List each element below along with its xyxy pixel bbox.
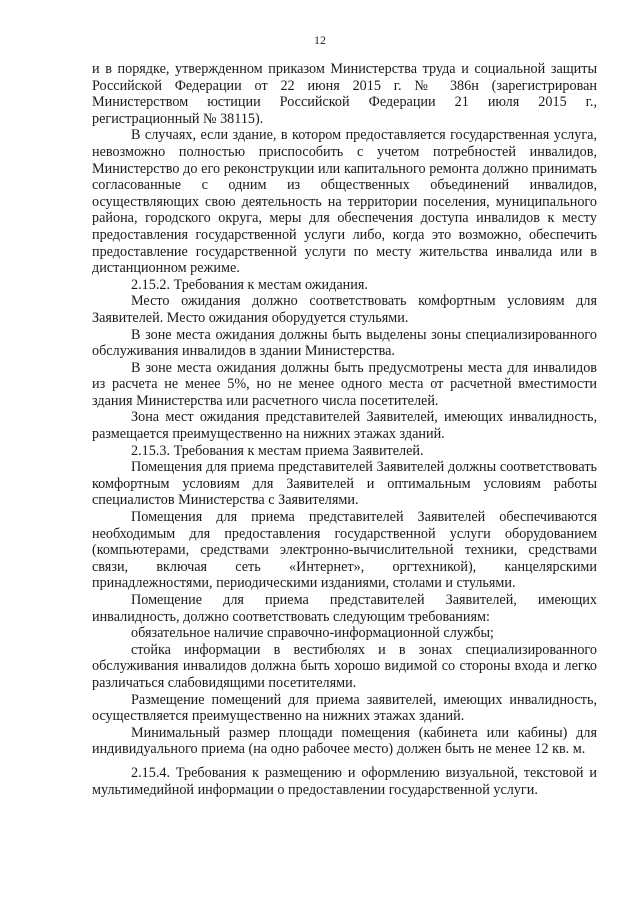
paragraph: и в порядке, утвержденном приказом Министерства труда и социальной защиты Российской Федерации от 22 июня 2015 г. № 386н (зарегистрирован Министерством юстиции Российской Федерации 21 июля 2015 г., регистрационный № 38115).	[92, 61, 597, 127]
paragraph: Размещение помещений для приема заявителей, имеющих инвалидность, осуществляется преимущественно на нижних этажах зданий.	[92, 691, 597, 725]
paragraph: В случаях, если здание, в котором предоставляется государственная услуга, невозможно полностью приспособить с учетом потребностей инвалидов, Министерство до его реконструкции или капитального ремонта должно принимать согласованные с одним из общественных объединений инвалидов, осуществляющих свою деятельность на территории поселения, муниципального района, городского округа, меры для обеспечения доступа инвалидов к месту предоставления государственной услуги либо, когда это возможно, обеспечить предоставление государственной услуги по месту жительства инвалида или в дистанционном режиме.	[92, 127, 597, 277]
paragraph: В зоне места ожидания должны быть выделены зоны специализированного обслуживания инвалидов в здании Министерства.	[92, 326, 597, 360]
paragraph: обязательное наличие справочно-информационной службы;	[131, 625, 494, 642]
section-heading: 2.15.2. Требования к местам ожидания.	[131, 276, 368, 293]
paragraph: стойка информации в вестибюлях и в зонах специализированного обслуживания инвалидов должна быть хорошо видимой со стороны входа и легко различаться слабовидящими посетителями.	[92, 641, 597, 691]
paragraph: В зоне места ожидания должны быть предусмотрены места для инвалидов из расчета не менее 5%, но не менее одного места от расчетной вместимости здания Министерства или расчетного числа посетителей.	[92, 359, 597, 409]
paragraph: Минимальный размер площади помещения (кабинета или кабины) для индивидуального приема (на одно рабочее место) должен быть не менее 12 кв. м.	[92, 724, 597, 758]
section-heading: 2.15.3. Требования к местам приема Заявителей.	[131, 442, 424, 459]
page-number: 12	[314, 33, 326, 47]
paragraph: Помещения для приема представителей Заявителей должны соответствовать комфортным условиям для Заявителей и оптимальным условиям работы специалистов Министерства с Заявителями.	[92, 459, 597, 509]
paragraph: Зона мест ожидания представителей Заявителей, имеющих инвалидность, размещается преимущественно на нижних этажах зданий.	[92, 409, 597, 443]
paragraph: Место ожидания должно соответствовать комфортным условиям для Заявителей. Место ожидания оборудуется стульями.	[92, 293, 597, 326]
paragraph: Помещения для приема представителей Заявителей обеспечиваются необходимым для предоставления государственной услуги оборудованием (компьютерами, средствами электронно-вычислительной техники, средствами связи, включая сеть «Интернет», оргтехникой), канцелярскими принадлежностями, периодическими изданиями, столами и стульями.	[92, 509, 597, 592]
section-heading: 2.15.4. Требования к размещению и оформлению визуальной, текстовой и мультимедийной информации о предоставлении государственной услуги.	[92, 764, 597, 798]
document-body	[92, 61, 597, 798]
paragraph: Помещение для приема представителей Заявителей, имеющих инвалидность, должно соответствовать следующим требованиям:	[92, 592, 597, 625]
